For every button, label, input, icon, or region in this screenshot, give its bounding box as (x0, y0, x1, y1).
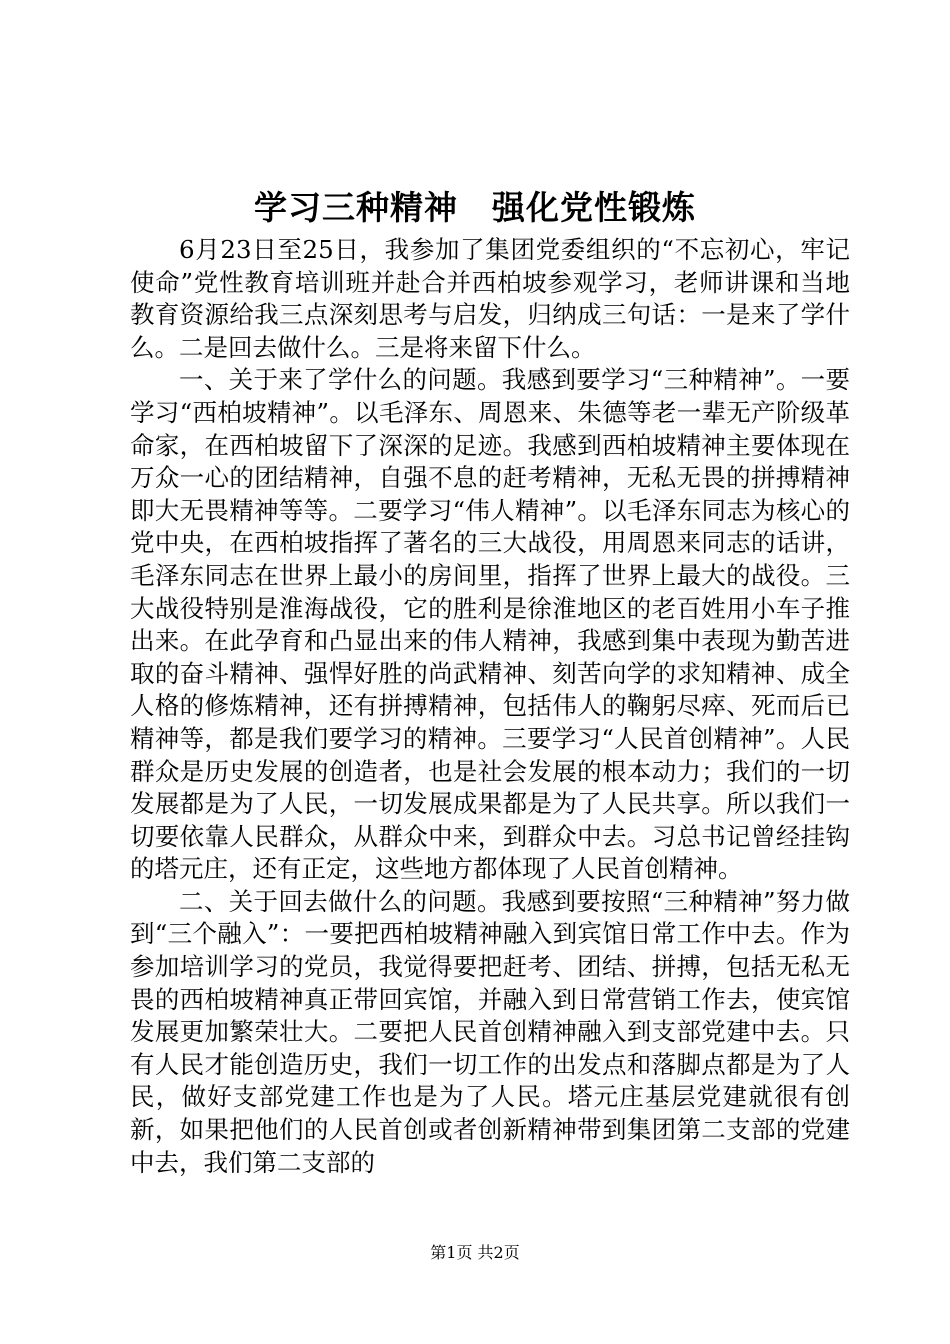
paragraph-section-two: 二、关于回去做什么的问题。我感到要按照“三种精神”努力做到“三个融入”：一要把西柏坡精神融入到宾馆日常工作中去。作为参加培训学习的党员，我觉得要把赶考、团结、拼搏，包括无私无畏的西柏坡精神真正带回宾馆，并融入到日常营销工作去，使宾馆发展更加繁荣壮大。二要把人民首创精神融入到支部党建中去。只有人民才能创造历史，我们一切工作的出发点和落脚点都是为了人民，做好支部党建工作也是为了人民。塔元庄基层党建就很有创新，如果把他们的人民首创或者创新精神带到集团第二支部的党建中去，我们第二支部的 (130, 886, 850, 1177)
paragraph-section-one: 一、关于来了学什么的问题。我感到要学习“三种精神”。一要学习“西柏坡精神”。以毛泽东、周恩来、朱德等老一辈无产阶级革命家，在西柏坡留下了深深的足迹。我感到西柏坡精神主要体现在万众一心的团结精神，自强不息的赶考精神，无私无畏的拼搏精神即大无畏精神等等。二要学习“伟人精神”。以毛泽东同志为核心的党中央，在西柏坡指挥了著名的三大战役，用周恩来同志的话讲，毛泽东同志在世界上最小的房间里，指挥了世界上最大的战役。三大战役特别是淮海战役，它的胜利是徐淮地区的老百姓用小车子推出来。在此孕育和凸显出来的伟人精神，我感到集中表现为勤苦进取的奋斗精神、强悍好胜的尚武精神、刻苦向学的求知精神、成全人格的修炼精神，还有拼搏精神，包括伟人的鞠躬尽瘁、死而后已精神等，都是我们要学习的精神。三要学习“人民首创精神”。人民群众是历史发展的创造者，也是社会发展的根本动力；我们的一切发展都是为了人民，一切发展成果都是为了人民共享。所以我们一切要依靠人民群众，从群众中来，到群众中去。习总书记曾经挂钩的塔元庄，还有正定，这些地方都体现了人民首创精神。 (130, 365, 850, 884)
paragraph-intro: 6月23日至25日，我参加了集团党委组织的“不忘初心，牢记使命”党性教育培训班并赴合并西柏坡参观学习，老师讲课和当地教育资源给我三点深刻思考与启发，归纳成三句话：一是来了学什么。二是回去做什么。三是将来留下什么。 (130, 235, 850, 362)
document-body (130, 234, 850, 1179)
document-title: 学习三种精神 强化党性锻炼 (254, 188, 696, 227)
page-footer: 第1页 共2页 (430, 1243, 520, 1262)
